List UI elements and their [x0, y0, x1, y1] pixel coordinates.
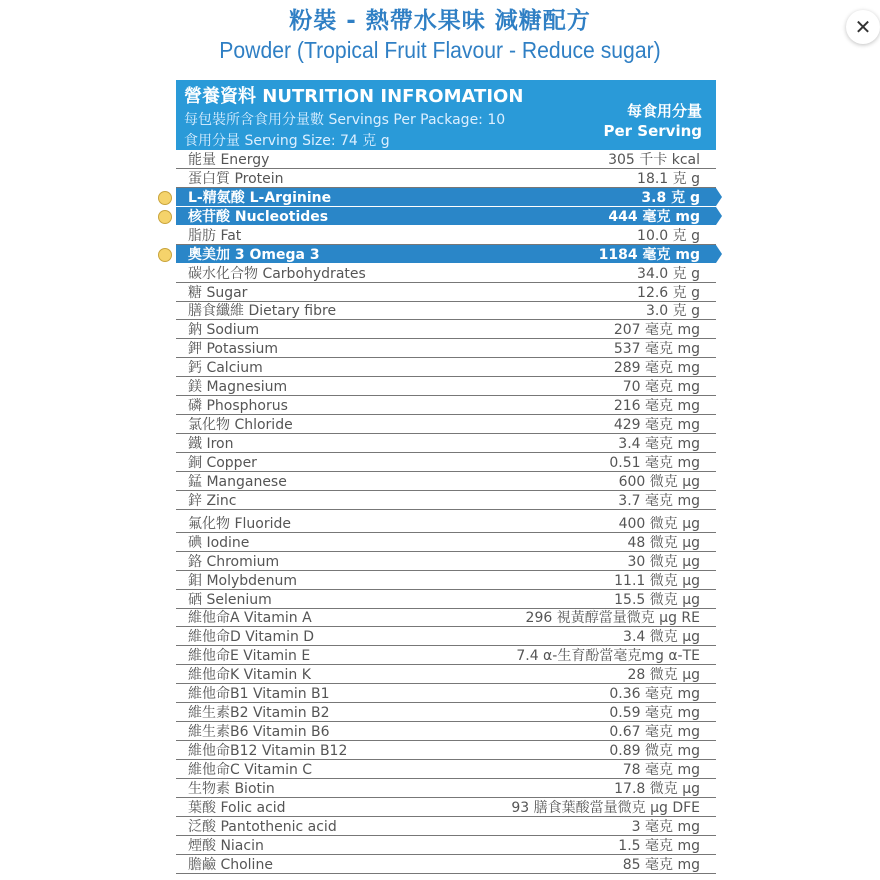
- table-row: [176, 453, 716, 472]
- nutrient-name: 維他命E Vitamin E: [188, 648, 311, 665]
- table-row: [176, 245, 716, 264]
- nutrient-value: 11.1 微克 μg: [614, 572, 700, 589]
- table-row: [176, 283, 716, 302]
- title-chinese: 粉裝 - 熱帶水果味 減糖配方: [289, 8, 591, 34]
- nutrient-value: 0.59 毫克 mg: [609, 705, 700, 722]
- table-row: [176, 226, 716, 245]
- table-row: [176, 264, 716, 283]
- nutrient-name: 鉀 Potassium: [188, 341, 279, 358]
- table-row: [176, 665, 716, 684]
- nutrient-name: 維他命B1 Vitamin B1: [188, 686, 330, 703]
- nutrient-value: 10.0 克 g: [637, 227, 700, 244]
- table-row: [176, 472, 716, 491]
- nutrient-value: 78 毫克 mg: [622, 761, 700, 778]
- nutrient-name: L-精氨酸 L-Arginine: [188, 189, 332, 206]
- nutrient-name: 氟化物 Fluoride: [188, 515, 291, 532]
- nutrient-name: 維生素B2 Vitamin B2: [188, 705, 330, 722]
- table-row: [176, 377, 716, 396]
- nutrition-title: 營養資料 NUTRITION INFROMATION: [184, 86, 524, 107]
- nutrient-value: 3.4 微克 μg: [623, 629, 700, 646]
- nutrient-name: 能量 Energy: [188, 151, 270, 168]
- nutrient-name: 銅 Copper: [188, 454, 257, 471]
- table-row: [176, 533, 716, 552]
- nutrient-value: 17.8 微克 μg: [614, 780, 700, 797]
- nutrient-value: 48 微克 μg: [627, 534, 700, 551]
- table-row: [176, 552, 716, 571]
- table-row: [176, 684, 716, 703]
- per-serving-en: Per Serving: [603, 122, 702, 140]
- nutrient-name: 鈣 Calcium: [188, 360, 263, 377]
- nutrient-name: 鐵 Iron: [188, 436, 234, 453]
- table-row: [176, 491, 716, 510]
- nutrient-name: 膳食纖維 Dietary fibre: [188, 303, 337, 320]
- nutrient-name: 氯化物 Chloride: [188, 417, 293, 434]
- table-row: [176, 358, 716, 377]
- nutrient-value: 30 微克 μg: [627, 553, 700, 570]
- nutrient-value: 70 毫克 mg: [622, 379, 700, 396]
- table-header: [176, 80, 716, 150]
- nutrient-value: 0.67 毫克 mg: [609, 724, 700, 741]
- table-row: [176, 817, 716, 836]
- nutrient-name: 蛋白質 Protein: [188, 170, 284, 187]
- table-row: [176, 836, 716, 855]
- table-row: [176, 779, 716, 798]
- nutrient-name: 脂肪 Fat: [188, 227, 242, 244]
- table-row: [176, 339, 716, 358]
- nutrient-value: 537 毫克 mg: [613, 341, 700, 358]
- table-row: [176, 760, 716, 779]
- nutrient-name: 維他命K Vitamin K: [188, 667, 311, 684]
- table-row: [176, 855, 716, 874]
- nutrient-value: 289 毫克 mg: [613, 360, 700, 377]
- nutrient-value: 15.5 微克 μg: [614, 591, 700, 608]
- servings-per-package: 每包裝所含食用分量數 Servings Per Package: 10: [184, 112, 506, 128]
- nutrient-value: 3.7 毫克 mg: [618, 492, 700, 509]
- nutrient-name: 碳水化合物 Carbohydrates: [188, 265, 366, 282]
- nutrient-name: 核苷酸 Nucleotides: [188, 208, 329, 225]
- nutrient-value: 429 毫克 mg: [613, 417, 700, 434]
- per-serving-zh: 每食用分量: [626, 102, 702, 120]
- nutrient-name: 維他命D Vitamin D: [188, 629, 315, 646]
- nutrient-value: 207 毫克 mg: [613, 322, 700, 339]
- table-row: [176, 514, 716, 533]
- nutrient-name: 錳 Manganese: [188, 473, 287, 490]
- table-row: [176, 434, 716, 453]
- nutrient-name: 維他命C Vitamin C: [188, 761, 313, 778]
- table-row: [176, 798, 716, 817]
- table-row: [176, 646, 716, 665]
- nutrient-name: 維他命A Vitamin A: [188, 610, 312, 627]
- nutrient-value: 305 千卡 kcal: [608, 151, 700, 168]
- table-row: [176, 571, 716, 590]
- nutrient-value: 93 膳食葉酸當量微克 μg DFE: [511, 799, 700, 816]
- table-row: [176, 703, 716, 722]
- table-row: [176, 627, 716, 646]
- nutrient-rows: [176, 150, 716, 874]
- nutrient-name: 硒 Selenium: [188, 591, 272, 608]
- table-row: [176, 590, 716, 609]
- table-row: [176, 741, 716, 760]
- nutrient-value: 444 毫克 mg: [608, 208, 700, 225]
- nutrient-name: 生物素 Biotin: [188, 780, 275, 797]
- nutrient-name: 奧美加 3 Omega 3: [188, 246, 320, 263]
- nutrient-value: 18.1 克 g: [637, 170, 700, 187]
- nutrient-value: 85 毫克 mg: [622, 856, 700, 873]
- nutrient-name: 維生素B6 Vitamin B6: [188, 724, 330, 741]
- nutrient-name: 膽鹼 Choline: [188, 856, 273, 873]
- nutrient-value: 1.5 毫克 mg: [618, 837, 700, 854]
- nutrient-value: 0.51 毫克 mg: [609, 454, 700, 471]
- nutrient-value: 296 視黃醇當量微克 μg RE: [525, 610, 700, 627]
- nutrient-name: 鈉 Sodium: [188, 322, 260, 339]
- nutrient-value: 3.0 克 g: [645, 303, 700, 320]
- nutrient-name: 鎂 Magnesium: [188, 379, 288, 396]
- nutrient-name: 糖 Sugar: [188, 284, 248, 301]
- nutrient-name: 碘 Iodine: [188, 534, 250, 551]
- nutrient-value: 400 微克 μg: [618, 515, 700, 532]
- nutrient-name: 鉻 Chromium: [188, 553, 280, 570]
- table-row: [176, 320, 716, 339]
- nutrient-value: 3.4 毫克 mg: [618, 436, 700, 453]
- table-row: [176, 302, 716, 321]
- table-row: [176, 415, 716, 434]
- nutrient-name: 煙酸 Niacin: [188, 837, 264, 854]
- nutrient-value: 1184 毫克 mg: [598, 246, 700, 263]
- nutrient-value: 12.6 克 g: [637, 284, 700, 301]
- nutrient-value: 0.36 毫克 mg: [609, 686, 700, 703]
- nutrient-value: 7.4 α-生育酚當毫克mg α-TE: [516, 648, 700, 665]
- nutrient-name: 鋅 Zinc: [188, 492, 237, 509]
- table-row: [176, 150, 716, 169]
- table-row: [176, 207, 716, 226]
- nutrient-value: 3 毫克 mg: [631, 818, 700, 835]
- nutrient-name: 維他命B12 Vitamin B12: [188, 743, 348, 760]
- nutrient-value: 3.8 克 g: [641, 189, 700, 206]
- serving-size: 食用分量 Serving Size: 74 克 g: [184, 133, 390, 149]
- nutrient-name: 葉酸 Folic acid: [188, 799, 286, 816]
- nutrient-value: 34.0 克 g: [637, 265, 700, 282]
- nutrition-table: [176, 80, 716, 880]
- nutrient-name: 磷 Phosphorus: [188, 398, 288, 415]
- table-row: [176, 188, 716, 207]
- table-row: [176, 396, 716, 415]
- nutrient-value: 216 毫克 mg: [613, 398, 700, 415]
- nutrient-value: 28 微克 μg: [627, 667, 700, 684]
- nutrient-value: 600 微克 μg: [618, 473, 700, 490]
- nutrient-value: 0.89 微克 mg: [609, 743, 700, 760]
- table-row: [176, 609, 716, 628]
- table-row: [176, 169, 716, 188]
- title-english: Powder (Tropical Fruit Flavour - Reduce sugar): [219, 37, 661, 63]
- close-icon: ✕: [854, 15, 872, 39]
- table-row: [176, 722, 716, 741]
- nutrient-name: 泛酸 Pantothenic acid: [188, 818, 337, 835]
- nutrient-name: 鉬 Molybdenum: [188, 572, 298, 589]
